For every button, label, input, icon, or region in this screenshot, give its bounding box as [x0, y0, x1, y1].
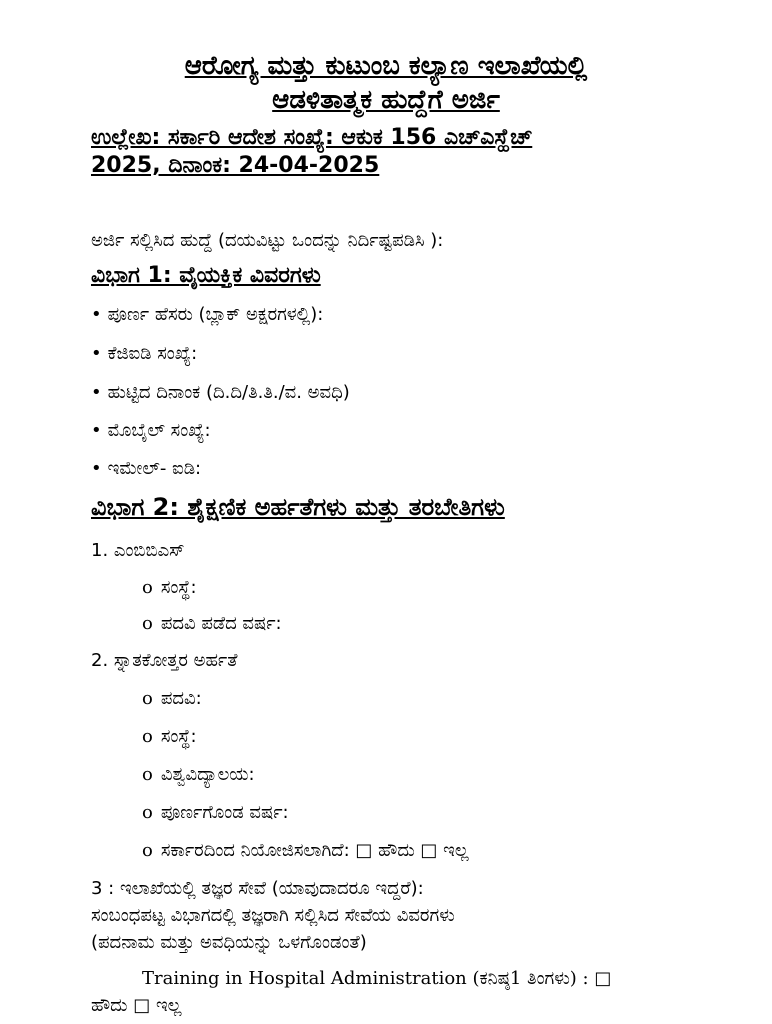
section-1-heading: ವಿಭಾಗ 1: ವೈಯಕ್ತಿಕ ವಿವರಗಳು: [91, 263, 321, 288]
pg-year-completed: [142, 800, 289, 826]
bullet-marker: •: [91, 304, 102, 325]
field-label: ಸರ್ಕಾರದಿಂದ ನಿಯೋಜಿಸಲಾಗಿದೆ: □ ಹೌದು □ ಇಲ್ಲ: [160, 840, 469, 861]
pg-university: [142, 762, 255, 788]
bullet-marker: •: [91, 343, 102, 364]
bullet-marker: •: [91, 382, 102, 403]
field-email-id: [91, 456, 201, 482]
expert-service-line-2: ಸಂಬಂಧಪಟ್ಟ ವಿಭಾಗದಲ್ಲಿ ತಜ್ಞರಾಗಿ ಸಲ್ಲಿಸಿದ ಸೇವೆಯ ವಿವರಗಳು: [91, 905, 455, 926]
pg-institution: [142, 724, 197, 750]
field-kgid-number: [91, 341, 197, 367]
mbbs-label: 1. ಎಂಬಿಬಿಎಸ್: [91, 540, 185, 561]
field-label: ಮೊಬೈಲ್ ಸಂಖ್ಯೆ:: [107, 420, 211, 441]
field-date-of-birth: [91, 380, 350, 406]
reference-line-2: 2025, ದಿನಾಂಕ: 24-04-2025: [91, 153, 380, 178]
sub-marker: o: [142, 802, 153, 823]
field-label: ಸಂಸ್ಥೆ:: [160, 577, 197, 598]
reference-line-1: ಉಲ್ಲೇಖ: ಸರ್ಕಾರಿ ಆದೇಶ ಸಂಖ್ಯೆ: ಆಕುಕ 156 ಎಚ್ಎಸ್ಹೆಚ್: [91, 125, 533, 150]
sub-marker: o: [142, 613, 153, 634]
sub-marker: o: [142, 764, 153, 785]
sub-marker: o: [142, 840, 153, 861]
field-label: ಇಮೇಲ್- ಐಡಿ:: [107, 458, 202, 479]
title-line-1: ಆರೋಗ್ಯ ಮತ್ತು ಕುಟುಂಬ ಕಲ್ಯಾಣ ಇಲಾಖೆಯಲ್ಲಿ: [184, 51, 588, 81]
post-applied-label: ಅರ್ಜಿ ಸಲ್ಲಿಸಿದ ಹುದ್ದೆ (ದಯವಿಟ್ಟು ಒಂದನ್ನು ನಿರ್ದಿಷ್ಟಪಡಿಸಿ ):: [91, 230, 444, 251]
mbbs-year-of-passing: [142, 611, 282, 637]
field-label: ವಿಶ್ವವಿದ್ಯಾಲಯ:: [160, 764, 255, 785]
field-label: ಕೆಜಿಐಡಿ ಸಂಖ್ಯೆ:: [107, 343, 198, 364]
field-label: ಸಂಸ್ಥೆ:: [160, 726, 197, 747]
field-mobile-number: [91, 418, 211, 444]
field-label: ಪದವಿ:: [160, 688, 202, 709]
field-label: ಪದವಿ ಪಡೆದ ವರ್ಷ:: [160, 613, 282, 634]
sub-marker: o: [142, 577, 153, 598]
training-line-1: Training in Hospital Administration (ಕನಿಷ್ಠ1 ತಿಂಗಳು) : □: [142, 968, 612, 989]
pg-qualification-label: 2. ಸ್ನಾತಕೋತ್ತರ ಅರ್ಹತೆ: [91, 650, 238, 671]
sub-marker: o: [142, 688, 153, 709]
title-line-2: ಆಡಳಿತಾತ್ಮಕ ಹುದ್ದೆಗೆ ಅರ್ಜಿ: [272, 85, 500, 115]
field-full-name: [91, 302, 323, 328]
sub-marker: o: [142, 726, 153, 747]
bullet-marker: •: [91, 420, 102, 441]
bullet-marker: •: [91, 458, 102, 479]
section-2-heading: ವಿಭಾಗ 2: ಶೈಕ್ಷಣಿಕ ಅರ್ಹತೆಗಳು ಮತ್ತು ತರಬೇತಿಗಳು: [91, 493, 505, 521]
pg-government-deputed: [142, 838, 469, 864]
field-label: ಹುಟ್ಟಿದ ದಿನಾಂಕ (ದಿ.ದಿ/ತಿ.ತಿ./ವ. ಅವಧಿ): [107, 382, 350, 403]
pg-degree: [142, 686, 202, 712]
field-label: ಪೂರ್ಣ ಹೆಸರು (ಬ್ಲಾಕ್ ಅಕ್ಷರಗಳಲ್ಲಿ):: [107, 304, 324, 325]
expert-service-line-1: 3 : ಇಲಾಖೆಯಲ್ಲಿ ತಜ್ಞರ ಸೇವೆ (ಯಾವುದಾದರೂ ಇದ್ದರೆ):: [91, 878, 424, 899]
training-line-2: ಹೌದು □ ಇಲ್ಲ: [91, 995, 182, 1016]
mbbs-institution: [142, 575, 197, 601]
expert-service-line-3: (ಪದನಾಮ ಮತ್ತು ಅವಧಿಯನ್ನು ಒಳಗೊಂಡಂತೆ): [91, 932, 367, 953]
field-label: ಪೂರ್ಣಗೊಂಡ ವರ್ಷ:: [160, 802, 289, 823]
